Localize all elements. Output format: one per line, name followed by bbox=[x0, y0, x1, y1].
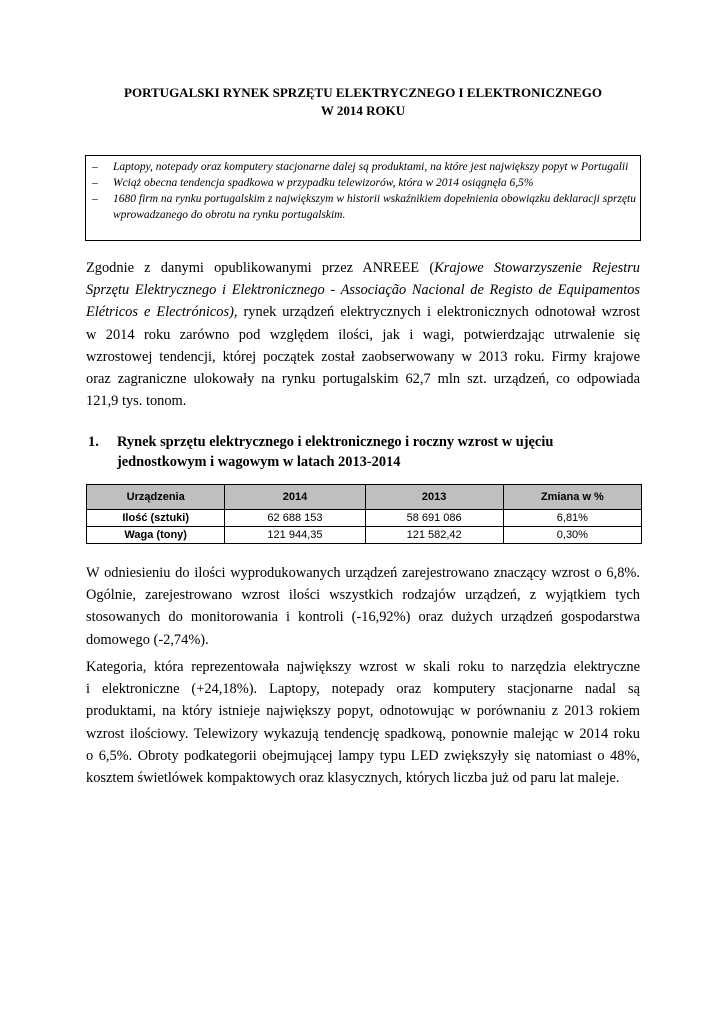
paragraph-line: i elektroniczne (+24,18%). Laptopy, notepady oraz komputery stacjonarne nadal są bbox=[86, 681, 640, 698]
title-line: PORTUGALSKI RYNEK SPRZĘTU ELEKTRYCZNEGO I ELEKTRONICZNEGO bbox=[124, 85, 602, 100]
table-cell: 62 688 153 bbox=[225, 510, 365, 527]
summary-item-text: Wciąż obecna tendencja spadkowa w przypadku telewizorów, która w 2014 osiągnęła 6,5% bbox=[113, 177, 534, 189]
paragraph-line: W odniesieniu do ilości wyprodukowanych urządzeń zarejestrowano znaczący wzrost o 6,8%. bbox=[86, 565, 640, 581]
paragraph-line: oraz zagraniczne ulokowały na rynku portugalskim 62,7 mln szt. urządzeń, co odpowiada bbox=[86, 371, 640, 388]
section-title-line: jednostkowym i wagowym w latach 2013-2014 bbox=[117, 453, 401, 470]
paragraph-line bbox=[86, 301, 640, 323]
summary-item bbox=[92, 191, 636, 223]
paragraph-line: produktami, na który istnieje największy popyt, odnotowując w porównaniu z 2013 rokiem bbox=[86, 703, 640, 720]
table-header-cell: 2013 bbox=[365, 485, 503, 510]
summary-item bbox=[92, 159, 636, 175]
document-title bbox=[88, 84, 638, 120]
paragraph-line: wzrost ilościowy. Telewizory wykazują tendencję spadkową, ponownie malejąc w 2014 roku bbox=[86, 725, 640, 742]
dash-bullet: – bbox=[92, 193, 98, 205]
title-line: W 2014 ROKU bbox=[320, 103, 406, 118]
table-row bbox=[87, 510, 642, 527]
table-row-label: Waga (tony) bbox=[87, 527, 225, 544]
dash-bullet: – bbox=[92, 161, 98, 173]
paragraph-line: Ogólnie, zarejestrowano wzrost ilości wszystkich rodzajów urządzeń, z wyjątkiem tych bbox=[86, 587, 640, 604]
section-number: 1. bbox=[88, 434, 99, 450]
paragraph-line: Kategoria, która reprezentowała największy wzrost w skali roku to narzędzia elektryczne bbox=[86, 659, 640, 675]
intro-italic: Krajowe Stowarzyszenie Rejestru bbox=[434, 260, 640, 276]
table-header-row bbox=[87, 485, 642, 510]
summary-box bbox=[85, 155, 641, 241]
paragraph-line bbox=[86, 257, 640, 279]
paragraph-line: stosowanych do monitorowania i kontroli (-16,92%) oraz dużych urządzeń gospodarstwa bbox=[86, 609, 640, 626]
paragraph-line: wzrostowej tendencji, której początek został zaobserwowany w 2013 roku. Firmy krajowe bbox=[86, 348, 640, 365]
summary-item-text: 1680 firm na rynku portugalskim z największym w historii wskaźnikiem dopełnienia obowiązku deklaracji sprzętu wprowadzanego do obrotu na rynku portugalskim. bbox=[113, 193, 636, 221]
section-heading bbox=[88, 433, 640, 472]
paragraph-line bbox=[86, 279, 640, 301]
table-cell: 0,30% bbox=[503, 527, 641, 544]
intro-text: Zgodnie z danymi opublikowanymi przez ANREEE ( bbox=[86, 260, 435, 276]
section-title-line: Rynek sprzętu elektrycznego i elektronicznego i roczny wzrost w ujęciu bbox=[117, 434, 554, 450]
paragraph-line: o 6,5%. Obroty podkategorii obejmującej lampy typu LED zwiększyły się natomiast o 48%, bbox=[86, 747, 640, 764]
intro-text: , rynek urządzeń elektrycznych i elektronicznych odnotował wzrost bbox=[233, 304, 640, 321]
dash-bullet: – bbox=[92, 177, 98, 189]
summary-item bbox=[92, 175, 636, 191]
paragraph-3 bbox=[86, 656, 640, 789]
table-cell: 6,81% bbox=[503, 510, 641, 527]
intro-paragraph bbox=[86, 257, 640, 412]
paragraph-line: kosztem świetlówek kompaktowych oraz klasycznych, których liczba już od paru lat maleje. bbox=[86, 770, 620, 787]
paragraph-2 bbox=[86, 562, 640, 651]
table-cell: 121 944,35 bbox=[225, 527, 365, 544]
section-title bbox=[117, 433, 553, 472]
paragraph-line: 121,9 tys. tonom. bbox=[86, 393, 187, 410]
intro-italic: Elétricos e Electrónicos) bbox=[86, 304, 234, 321]
table-cell: 121 582,42 bbox=[365, 527, 503, 544]
table-header-cell: 2014 bbox=[225, 485, 365, 510]
table-row bbox=[87, 527, 642, 544]
intro-italic: Sprzętu Elektrycznego i Elektronicznego - Associação Nacional de Registo de Equipamentos bbox=[86, 282, 640, 299]
table-header-cell: Zmiana w % bbox=[503, 485, 641, 510]
table-cell: 58 691 086 bbox=[365, 510, 503, 527]
market-table bbox=[86, 484, 642, 544]
paragraph-line: w 2014 roku zarówno pod względem ilości, jak i wagi, potwierdzając utrwalenie się bbox=[86, 326, 640, 343]
paragraph-line: domowego (-2,74%). bbox=[86, 631, 209, 648]
table-header-cell: Urządzenia bbox=[87, 485, 225, 510]
summary-item-text: Laptopy, notepady oraz komputery stacjonarne dalej są produktami, na które jest największy popyt w Portugalii bbox=[113, 161, 629, 173]
table-row-label: Ilość (sztuki) bbox=[87, 510, 225, 527]
